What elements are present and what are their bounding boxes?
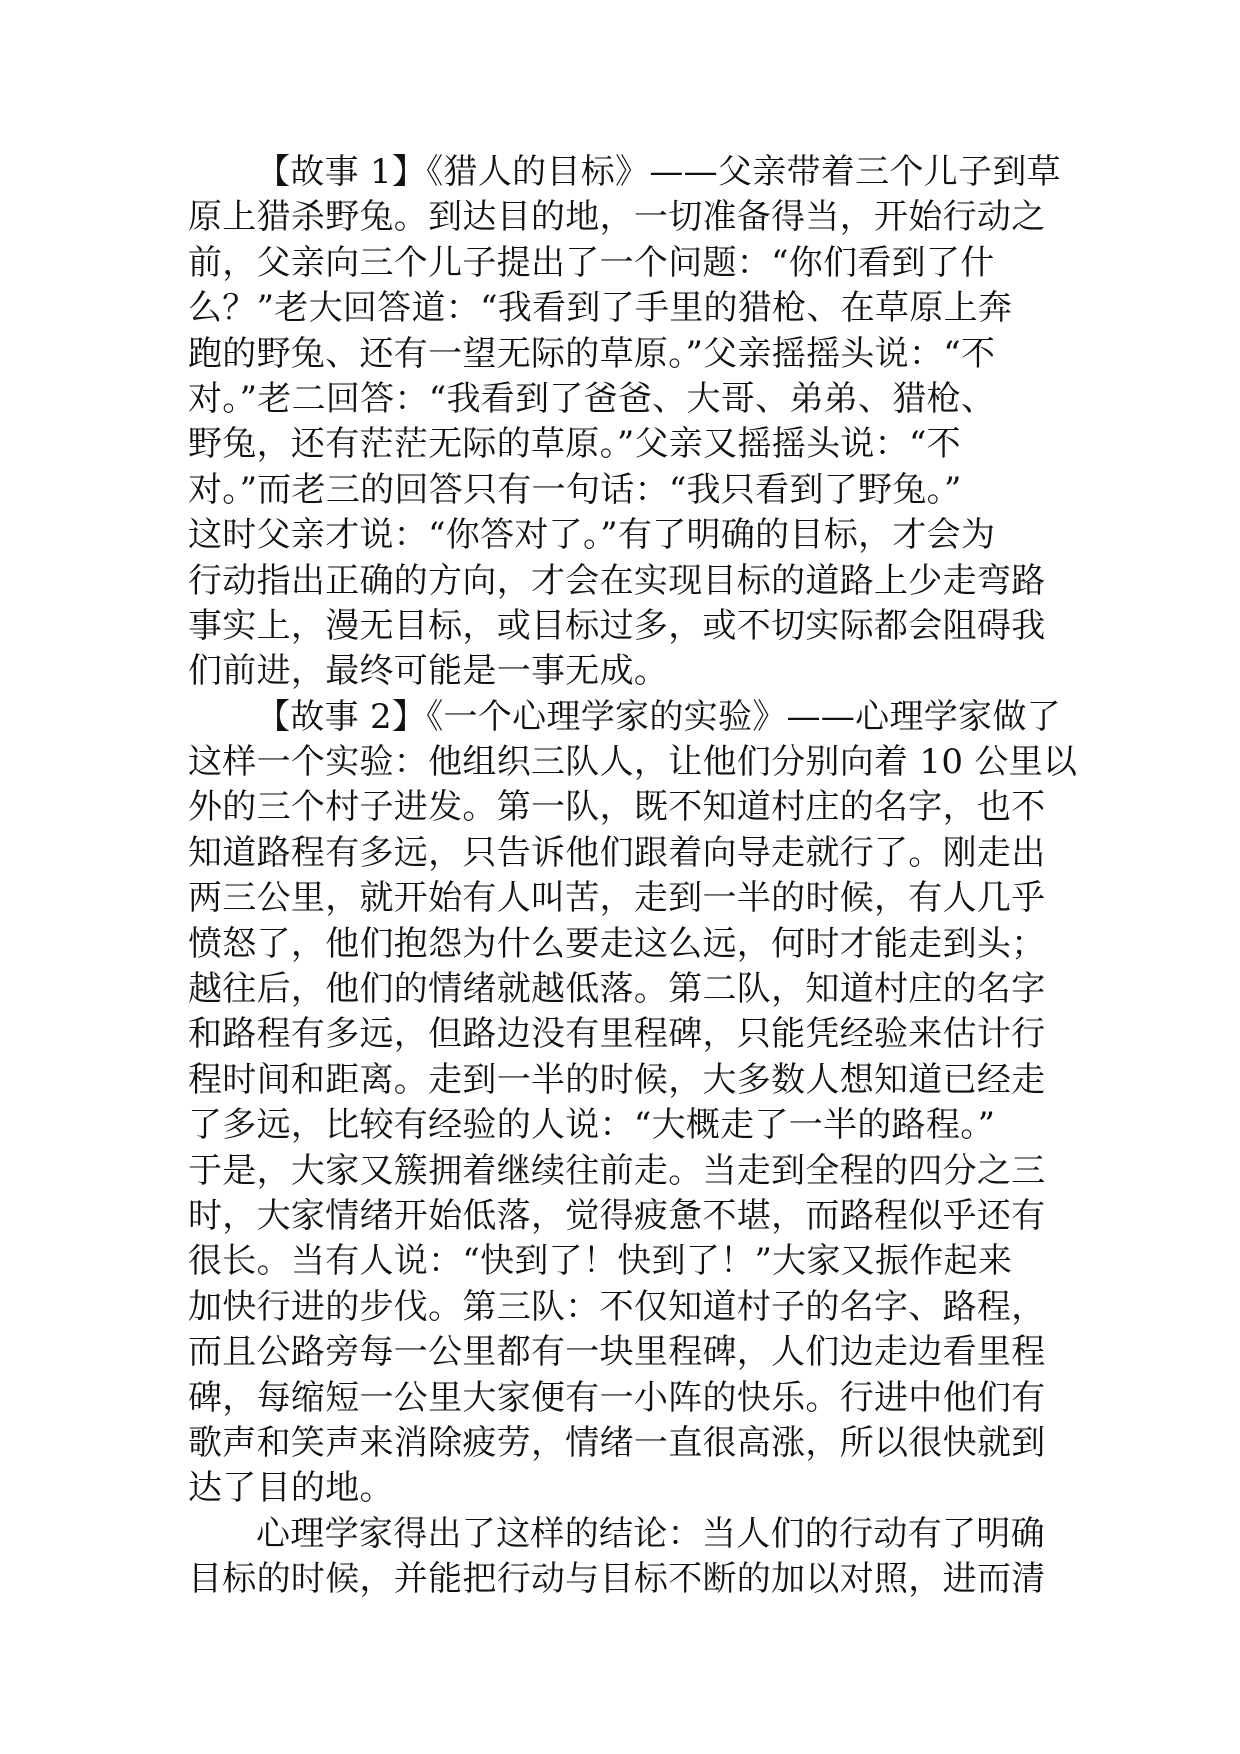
story-2-line-18: 达了目的地。 bbox=[188, 1468, 394, 1509]
story-1-line-11: 事实上，漫无目标，或目标过多，或不切实际都会阻碍我 bbox=[188, 605, 1046, 646]
story-2-line-4: 知道路程有多远，只告诉他们跟着向导走就行了。刚走出 bbox=[188, 832, 1046, 873]
story-1-line-1: 【故事 1】《猎人的目标》——父亲带着三个儿子到草 bbox=[256, 152, 1061, 192]
story-2-line-13: 很长。当有人说：“快到了！快到了！”大家又振作起来 bbox=[188, 1241, 1013, 1282]
story-2-line-9: 程时间和距离。走到一半的时候，大多数人想知道已经走 bbox=[188, 1059, 1046, 1100]
story-1-line-10: 行动指出正确的方向，才会在实现目标的道路上少走弯路 bbox=[188, 560, 1046, 601]
document-body bbox=[188, 150, 1078, 1603]
story-1-line-7: 野兔，还有茫茫无际的草原。”父亲又摇摇头说：“不 bbox=[188, 424, 961, 465]
story-2-line-8: 和路程有多远，但路边没有里程碑，只能凭经验来估计行 bbox=[188, 1014, 1046, 1055]
story-2-line-10: 了多远，比较有经验的人说：“大概走了一半的路程。” bbox=[188, 1105, 996, 1146]
conclusion-line-1: 心理学家得出了这样的结论：当人们的行动有了明确 bbox=[256, 1513, 1045, 1554]
story-2-line-3: 外的三个村子进发。第一队，既不知道村庄的名字，也不 bbox=[188, 787, 1046, 828]
story-1-line-9: 这时父亲才说：“你答对了。”有了明确的目标，才会为 bbox=[188, 515, 996, 556]
story-2-line-16: 碑，每缩短一公里大家便有一小阵的快乐。行进中他们有 bbox=[188, 1377, 1046, 1418]
story-1-line-5: 跑的野兔、还有一望无际的草原。”父亲摇摇头说：“不 bbox=[188, 333, 996, 374]
story-2-line-5: 两三公里，就开始有人叫苦，走到一半的时候，有人几乎 bbox=[188, 878, 1046, 919]
story-1-line-3: 前，父亲向三个儿子提出了一个问题：“你们看到了什 bbox=[188, 242, 995, 283]
story-2-line-14: 加快行进的步伐。第三队：不仅知道村子的名字、路程， bbox=[188, 1286, 1046, 1327]
story-2-line-12: 时，大家情绪开始低落，觉得疲惫不堪，而路程似乎还有 bbox=[188, 1195, 1046, 1236]
story-2-line-6: 愤怒了，他们抱怨为什么要走这么远，何时才能走到头； bbox=[188, 923, 1046, 964]
conclusion-line-2: 目标的时候，并能把行动与目标不断的加以对照，进而清 bbox=[188, 1559, 1046, 1600]
story-1-line-4: 么？”老大回答道：“我看到了手里的猎枪、在草原上奔 bbox=[188, 288, 1013, 329]
story-2-line-1: 【故事 2】《一个心理学家的实验》——心理学家做了 bbox=[256, 696, 1061, 737]
story-2-line-11: 于是，大家又簇拥着继续往前走。当走到全程的四分之三 bbox=[188, 1150, 1046, 1191]
story-1-line-6: 对。”老二回答：“我看到了爸爸、大哥、弟弟、猎枪、 bbox=[188, 378, 996, 419]
story-1-line-8: 对。”而老三的回答只有一句话：“我只看到了野兔。” bbox=[188, 469, 962, 510]
story-2-line-2: 这样一个实验：他组织三队人，让他们分别向着 10 公里以 bbox=[188, 742, 1078, 783]
story-2-line-17: 歌声和笑声来消除疲劳，情绪一直很高涨，所以很快就到 bbox=[188, 1422, 1046, 1463]
story-2-line-7: 越往后，他们的情绪就越低落。第二队，知道村庄的名字 bbox=[188, 969, 1046, 1010]
story-1-line-12: 们前进，最终可能是一事无成。 bbox=[188, 651, 669, 692]
story-1-line-2: 原上猎杀野兔。到达目的地，一切准备得当，开始行动之 bbox=[188, 197, 1046, 238]
story-2-line-15: 而且公路旁每一公里都有一块里程碑，人们边走边看里程 bbox=[188, 1332, 1046, 1373]
